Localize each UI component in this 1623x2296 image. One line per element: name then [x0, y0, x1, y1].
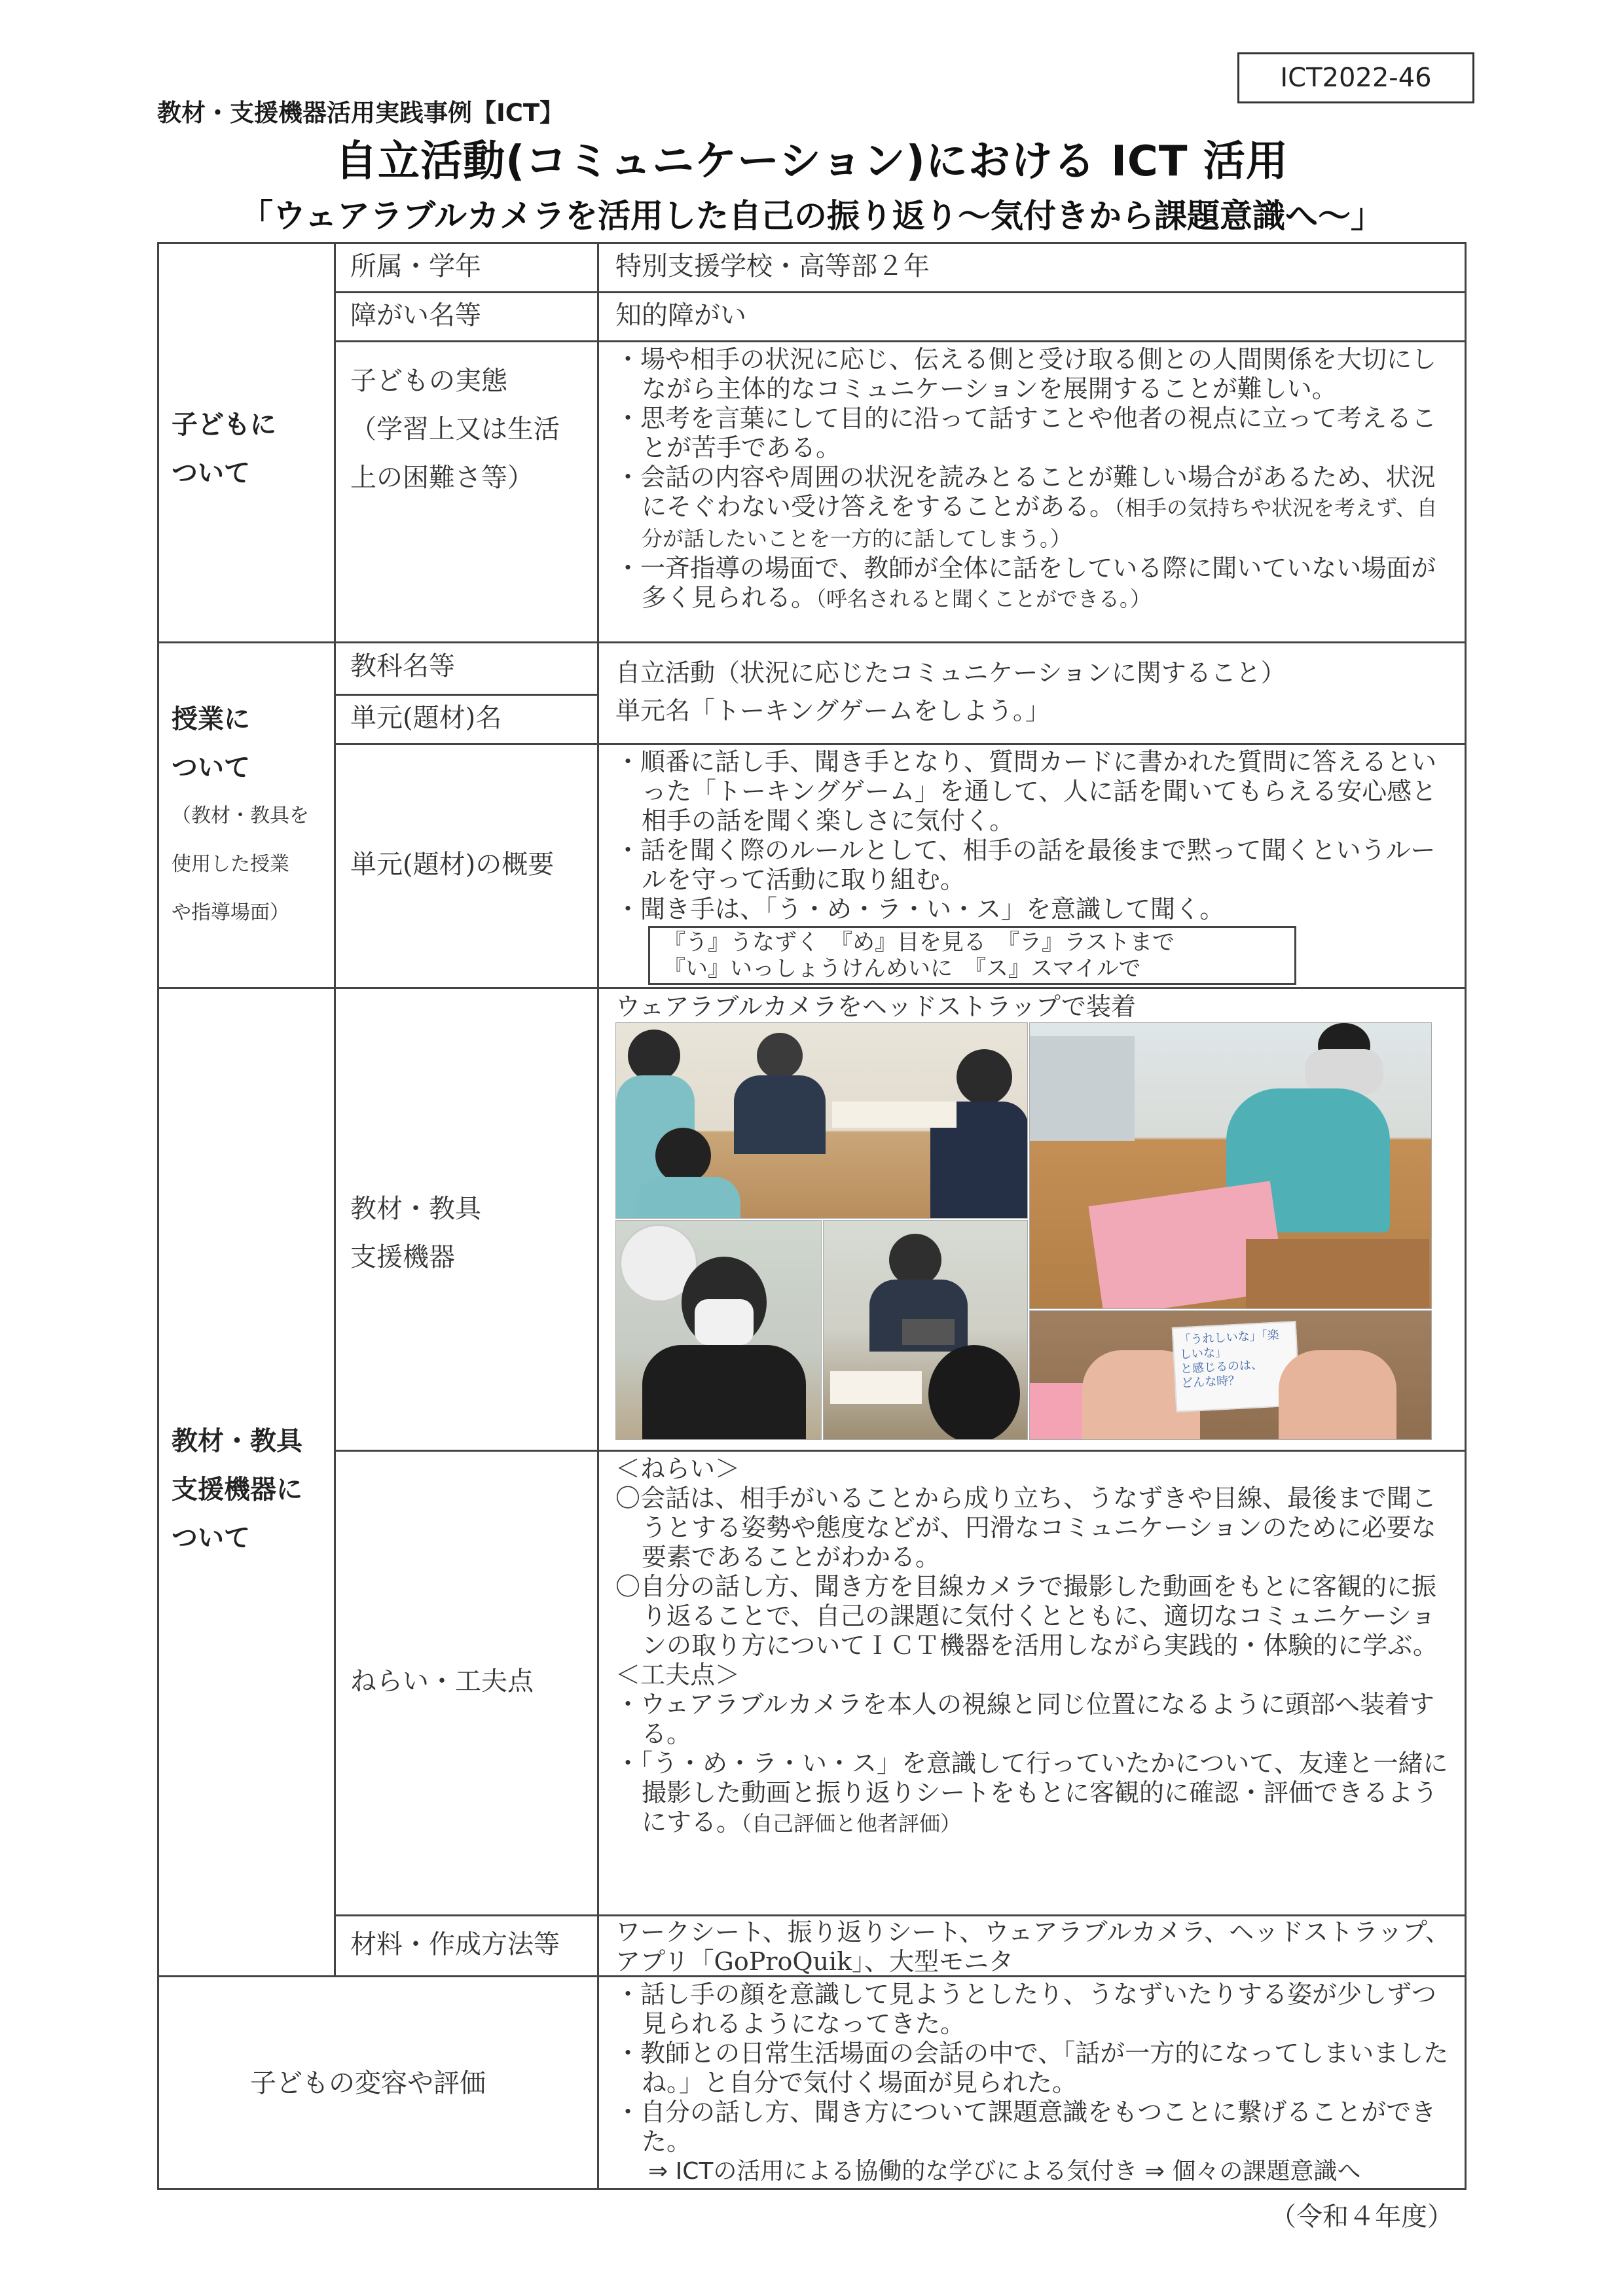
materials-method-value: ワークシート、振り返りシート、ウェアラブルカメラ、ヘッドストラップ、アプリ「GoProQuik」、大型モニタ	[615, 1918, 1450, 1976]
child-section-label: 子どもに ついて	[172, 410, 276, 488]
subject-value: 自立活動（状況に応じたコミュニケーションに関すること）	[615, 658, 1286, 687]
list-item: ・聞き手は、「う・め・ラ・い・ス」を意識して聞く。	[615, 895, 1225, 924]
fiscal-year: （令和４年度）	[1270, 2202, 1453, 2232]
evaluation-list	[615, 1980, 1457, 2186]
lesson-section-label: 授業に ついて （教材・教具を 使用した授業 や指導場面）	[172, 704, 309, 924]
list-note: （呼名されると聞くことができる。）	[816, 586, 1152, 611]
listening-rules-box: 『う』うなずく 『め』目を見る 『ラ』ラストまで 『い』いっしょうけんめいに 『ス』スマイルで	[648, 926, 1296, 985]
list-item: ・順番に話し手、聞き手となり、質問カードに書かれた質問に答えるといった「トーキングゲーム」を通して、人に話を聞いてもらえる安心感と相手の話を聞く楽しさに気付く。	[615, 747, 1437, 835]
affiliation-value: 特別支援学校・高等部２年	[615, 251, 930, 281]
photo-caption: ウェアラブルカメラをヘッドストラップで装着	[615, 992, 1136, 1021]
list-item: ・思考を言葉にして目的に沿って話すことや他者の視点に立って考えることが苦手である。	[615, 404, 1437, 462]
classroom-group-photo	[615, 1022, 1028, 1219]
question-card: 「うれしいな」「楽しいな」 と感じるのは、 どんな時？	[1172, 1321, 1301, 1412]
list-item: ・一斉指導の場面で、教師が全体に話をしている際に聞いていない場面が多く見られる。（呼名されると聞くことができる。）	[615, 554, 1436, 612]
list-item: ・教師との日常生活場面の会話の中で、「話が一方的になってしまいましたね。」と自分で気付く場面が見られた。	[615, 2039, 1449, 2097]
overview-list	[615, 747, 1457, 924]
aims-heading: ＜ねらい＞	[615, 1454, 740, 1483]
evaluation-summary: ⇒ ICTの活用による協働的な学びによる気付き ⇒ 個々の課題意識へ	[648, 2158, 1361, 2185]
unit-value: 単元名「トーキングゲームをしよう。」	[615, 696, 1050, 725]
category-label: 教材・支援機器活用実践事例【ICT】	[157, 99, 564, 127]
aims-label: ねらい・工夫点	[350, 1666, 534, 1696]
list-item: ・話し手の顔を意識して見ようとしたり、うなずいたりする姿が少しずつ見られるようになってきた。	[615, 1980, 1437, 2038]
evaluation-label: 子どもの変容や評価	[250, 2068, 486, 2098]
list-item: ・場や相手の状況に応じ、伝える側と受け取る側との人間関係を大切にしながら主体的なコミュニケーションを展開することが難しい。	[615, 345, 1437, 403]
materials-section-label: 教材・教具 支援機器に ついて	[172, 1426, 302, 1553]
ideas-heading: ＜工夫点＞	[615, 1660, 740, 1689]
student-closeup-photo	[615, 1220, 822, 1440]
list-item: ・「う・め・ラ・い・ス」を意識して行っていたかについて、友達と一緒に撮影した動画と振り返りシートをもとに客観的に確認・評価できるようにする。（自己評価と他者評価）	[615, 1749, 1448, 1837]
document-id: ICT2022-46	[1237, 52, 1474, 103]
condition-list	[615, 345, 1457, 614]
unit-label: 単元(題材)名	[350, 703, 502, 733]
affiliation-label: 所属・学年	[350, 251, 481, 281]
page-subtitle: 「ウェアラブルカメラを活用した自己の振り返り～気付きから課題意識へ～」	[240, 197, 1383, 235]
student-with-camera-photo	[1029, 1022, 1432, 1309]
list-item: ・会話の内容や周囲の状況を読みとることが難しい場合があるため、状況にそぐわない受け答えをすることがある。（相手の気持ちや状況を考えず、自分が話したいことを一方的に話してしまう。）	[615, 463, 1438, 551]
aims-list	[615, 1454, 1457, 1839]
materials-method-label: 材料・作成方法等	[350, 1929, 560, 1960]
disability-label: 障がい名等	[350, 300, 481, 331]
list-item: ・ウェアラブルカメラを本人の視線と同じ位置になるように頭部へ装着する。	[615, 1690, 1434, 1748]
list-item: 〇会話は、相手がいることから成り立ち、うなずきや目線、最後まで聞こうとする姿勢や態度などが、円滑なコミュニケーションのために必要な要素であることがわかる。	[615, 1484, 1437, 1571]
tools-label: 教材・教具 支援機器	[350, 1194, 481, 1272]
subject-label: 教科名等	[350, 651, 455, 681]
condition-label: 子どもの実態 （学習上又は生活 上の困難さ等）	[350, 366, 560, 493]
list-item: ・自分の話し方、聞き方について課題意識をもつことに繋げることができた。	[615, 2098, 1436, 2156]
question-card-photo	[1029, 1310, 1432, 1440]
group-camera-photo	[823, 1220, 1028, 1440]
overview-label: 単元(題材)の概要	[350, 850, 555, 880]
page-title: 自立活動(コミュニケーション)における ICT 活用	[335, 137, 1288, 186]
photo-collage	[615, 1022, 1434, 1440]
disability-value: 知的障がい	[615, 300, 746, 331]
list-item: 〇自分の話し方、聞き方を目線カメラで撮影した動画をもとに客観的に振り返ることで、自己の課題に気付くとともに、適切なコミュニケーションの取り方についてＩＣＴ機器を活用しながら実践的・体験的に学ぶ。	[615, 1572, 1438, 1660]
list-note: （自己評価と他者評価）	[741, 1811, 962, 1836]
list-item: ・話を聞く際のルールとして、相手の話を最後まで黙って聞くというルールを守って活動に取り組む。	[615, 836, 1436, 894]
list-note: （相手の気持ちや状況を考えず、自分が話したいことを一方的に話してしまう。）	[642, 495, 1438, 551]
